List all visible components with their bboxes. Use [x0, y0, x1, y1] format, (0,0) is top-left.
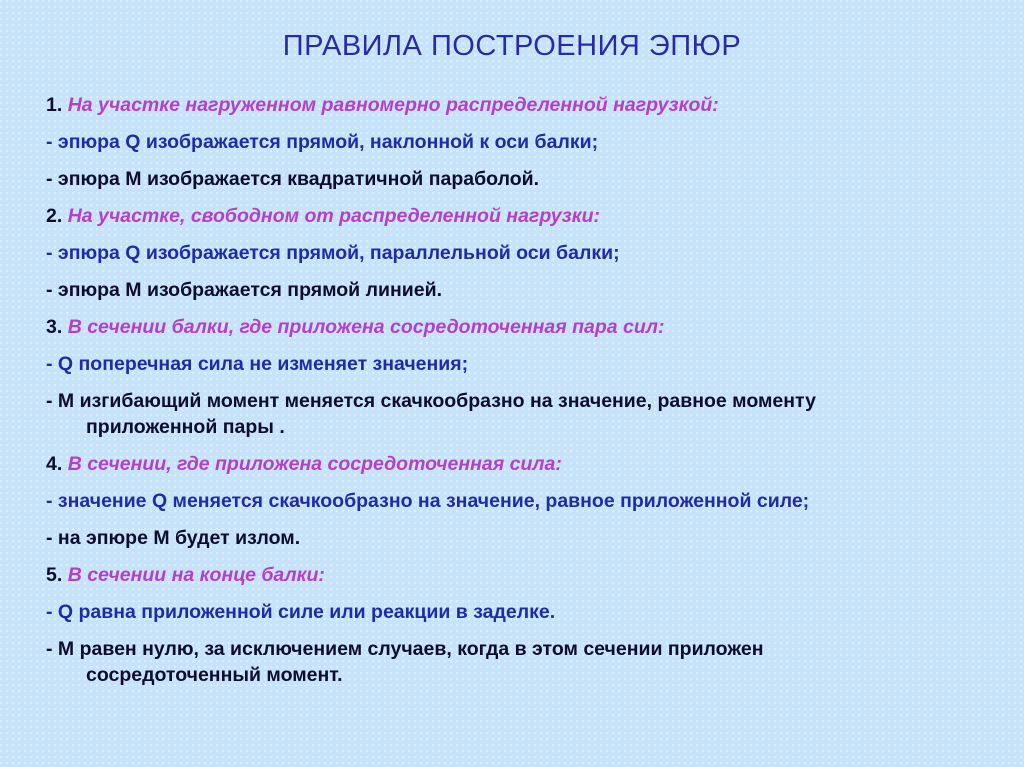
- rule-heading-text: На участке, свободном от распределенной нагрузки:: [67, 205, 601, 227]
- rule-item-text: эпюра Q изображается прямой, наклонной к оси балки;: [57, 131, 599, 153]
- rule-heading-3: [46, 314, 986, 340]
- rule-item-text: М равен нулю, за исключением случаев, когда в этом сечении приложен: [57, 638, 764, 660]
- rule-heading-text: В сечении балки, где приложена сосредоточенная пара сил:: [67, 316, 665, 338]
- rule-item-continuation: приложенной пары .: [86, 416, 285, 438]
- rule-item-continuation: сосредоточенный момент.: [86, 664, 343, 686]
- rule-item-dash: -: [46, 353, 53, 375]
- rule-item-dash: -: [46, 490, 53, 512]
- rules-list: [46, 92, 986, 699]
- rule-item-dash: -: [46, 168, 53, 190]
- rule-item-text: Q поперечная сила не изменяет значения;: [57, 353, 469, 375]
- rule-item: [46, 166, 986, 192]
- rule-item-dash: -: [46, 390, 53, 412]
- rule-item-dash: -: [46, 638, 53, 660]
- rule-item: [46, 488, 986, 514]
- rule-item: [46, 129, 986, 155]
- rule-number: 4.: [46, 453, 63, 475]
- rule-number: 3.: [46, 316, 63, 338]
- page-title: ПРАВИЛА ПОСТРОЕНИЯ ЭПЮР: [282, 30, 742, 62]
- rule-item-dash: -: [46, 242, 53, 264]
- rule-item: [46, 351, 986, 377]
- rule-item-text: Q равна приложенной силе или реакции в заделке.: [57, 601, 556, 623]
- rule-item: [46, 636, 986, 688]
- rule-heading-4: [46, 451, 986, 477]
- rule-item: [46, 277, 986, 303]
- rule-heading-text: В сечении, где приложена сосредоточенная сила:: [67, 453, 562, 475]
- rule-item-text: эпюра М изображается квадратичной параболой.: [57, 168, 540, 190]
- rule-item: [46, 599, 986, 625]
- rule-heading-text: В сечении на конце балки:: [67, 564, 325, 586]
- rule-number: 2.: [46, 205, 63, 227]
- rule-item-text: значение Q меняется скачкообразно на значение, равное приложенной силе;: [57, 490, 810, 512]
- rule-heading-1: [46, 92, 986, 118]
- rule-item: [46, 525, 986, 551]
- rule-item-dash: -: [46, 279, 53, 301]
- rule-number: 5.: [46, 564, 63, 586]
- rule-item-text: М изгибающий момент меняется скачкообразно на значение, равное моменту: [57, 390, 816, 412]
- rule-item-dash: -: [46, 527, 53, 549]
- rule-item: [46, 240, 986, 266]
- rule-heading-5: [46, 562, 986, 588]
- rule-item-text: эпюра М изображается прямой линией.: [57, 279, 442, 301]
- rule-item: [46, 388, 986, 440]
- rule-heading-2: [46, 203, 986, 229]
- rule-number: 1.: [46, 94, 63, 116]
- rule-heading-text: На участке нагруженном равномерно распределенной нагрузкой:: [67, 94, 719, 116]
- rule-item-dash: -: [46, 131, 53, 153]
- rule-item-dash: -: [46, 601, 53, 623]
- rule-item-text: на эпюре М будет излом.: [57, 527, 301, 549]
- rule-item-text: эпюра Q изображается прямой, параллельной оси балки;: [57, 242, 620, 264]
